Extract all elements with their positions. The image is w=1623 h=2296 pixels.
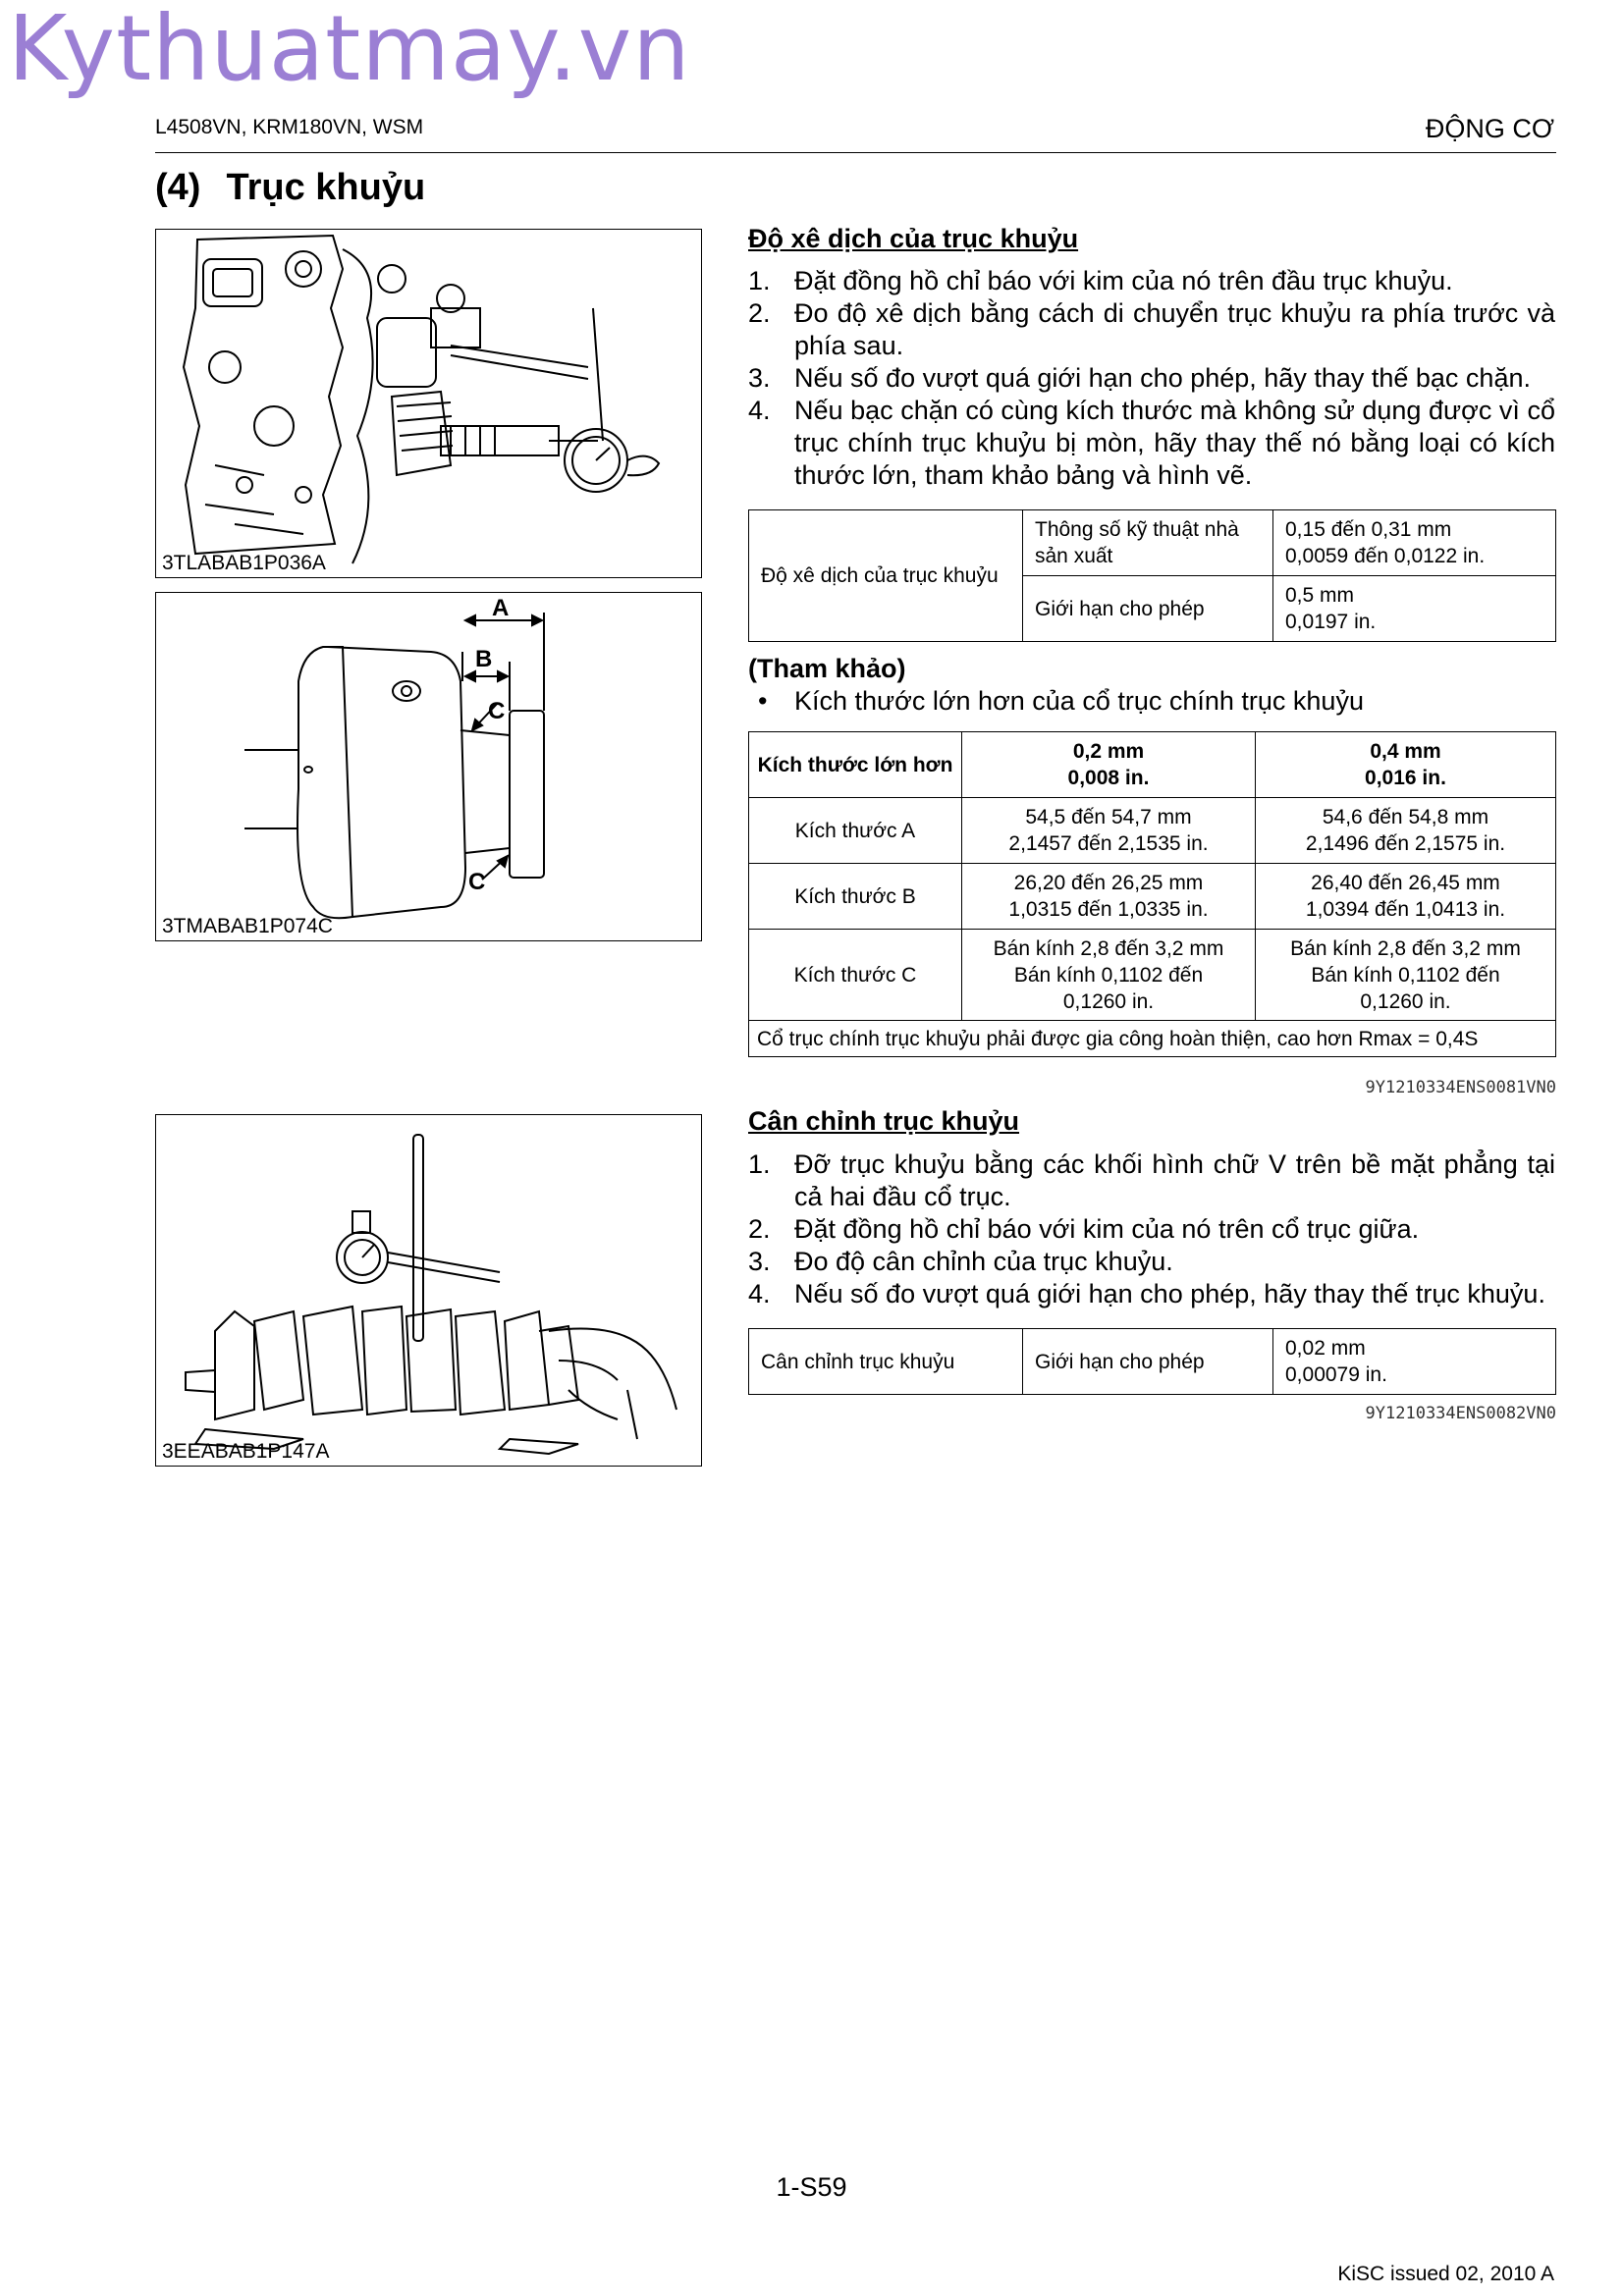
figure-label: 3EEABAB1P147A [162,1440,330,1463]
list-item: 2. Đo độ xê dịch bằng cách di chuyển trục khuỷu ra phía trước và phía sau. [748,298,1555,360]
crankshaft-dimension-diagram [156,593,701,940]
figure-label: 3TMABAB1P074C [162,915,333,937]
alignment-spec-table [748,1328,1556,1395]
list-item: 1. Đỡ trục khuỷu bằng các khối hình chữ V trên bề mặt phẳng tại cả hai đầu cổ trục. [748,1149,1555,1211]
table-note: Cổ trục chính trục khuỷu phải được gia công hoàn thiện, cao hơn Rmax = 0,4S [749,1021,1556,1057]
figure-end-play [155,229,702,578]
table-row: Kích thước lớn hơn 0,2 mm 0,008 in. 0,4 mm 0,016 in. [749,732,1556,798]
reference-heading: (Tham khảo) [748,654,906,683]
end-play-steps [748,265,1555,492]
limit-value: 0,02 mm 0,00079 in. [1273,1329,1556,1395]
crankshaft-alignment-illustration [156,1115,701,1466]
limit-value: 0,5 mm 0,0197 in. [1273,576,1556,642]
page-number: 1-S59 [776,2172,847,2202]
alignment-code: 9Y1210334ENS0082VN0 [1365,1404,1556,1423]
end-play-heading: Độ xê dịch của trục khuỷu [748,224,1079,253]
figure-label: 3TLABAB1P036A [162,552,326,574]
list-item: 1. Đặt đồng hồ chỉ báo với kim của nó trên đầu trục khuỷu. [748,266,1453,295]
reference-code: 9Y1210334ENS0081VN0 [1365,1078,1556,1097]
limit-label: Giới hạn cho phép [1023,576,1273,642]
spec-value: 0,15 đến 0,31 mm 0,0059 đến 0,0122 in. [1273,510,1556,576]
section-title [155,167,425,209]
dimension-c-upper-label: C [488,698,506,724]
figure-alignment [155,1114,702,1467]
list-item: 4. Nếu số đo vượt quá giới hạn cho phép, hãy thay thế trục khuỷu. [748,1279,1545,1308]
header-model: L4508VN, KRM180VN, WSM [155,116,424,138]
table-row: Kích thước C Bán kính 2,8 đến 3,2 mm Bán kính 0,1102 đến 0,1260 in. Bán kính 2,8 đến 3,2 mm Bán kính 0,1102 đến 0,1260 in. [749,930,1556,1021]
dimension-a-label: A [492,595,510,621]
list-item: 4. Nếu bạc chặn có cùng kích thước mà không sử dụng được vì cổ trục chính trục khuỷu bị mòn, hãy thay thế nó bằng loại có kích thước lớn, tham khảo bảng và hình vẽ. [748,396,1555,490]
spec-label: Thông số kỹ thuật nhà sản xuất [1023,510,1273,576]
engine-dial-gauge-illustration [156,230,701,577]
spec-item: Cân chỉnh trục khuỷu [749,1329,1023,1395]
header-rule [155,152,1556,153]
section-title-text: Trục khuỷu [226,167,426,208]
section-number: (4) [155,167,201,208]
end-play-spec-table [748,509,1556,642]
header-chapter: ĐỘNG CƠ [1425,114,1554,143]
reference-bullet: • Kích thước lớn hơn của cổ trục chính trục khuỷu [758,686,1364,716]
list-item: 2. Đặt đồng hồ chỉ báo với kim của nó trên cổ trục giữa. [748,1214,1420,1244]
list-item: 3. Nếu số đo vượt quá giới hạn cho phép, hãy thay thế bạc chặn. [748,363,1531,393]
table-row [749,1021,1556,1057]
issue-note: KiSC issued 02, 2010 A [1337,2263,1554,2285]
dimension-c-lower-label: C [468,869,486,895]
table-row: Kích thước B 26,20 đến 26,25 mm 1,0315 đến 1,0335 in. 26,40 đến 26,45 mm 1,0394 đến 1,0413 in. [749,864,1556,930]
spec-item: Độ xê dịch của trục khuỷu [749,510,1023,642]
oversize-table [748,731,1556,1057]
dimension-b-label: B [475,646,493,672]
figure-journal-dimensions [155,592,702,941]
limit-label: Giới hạn cho phép [1023,1329,1273,1395]
alignment-steps [748,1148,1555,1310]
table-row: Kích thước A 54,5 đến 54,7 mm 2,1457 đến 2,1535 in. 54,6 đến 54,8 mm 2,1496 đến 2,1575 in. [749,798,1556,864]
list-item: 3. Đo độ cân chỉnh của trục khuỷu. [748,1247,1173,1276]
watermark: Kythuatmay.vn [8,0,691,101]
alignment-heading: Cân chỉnh trục khuỷu [748,1106,1020,1136]
